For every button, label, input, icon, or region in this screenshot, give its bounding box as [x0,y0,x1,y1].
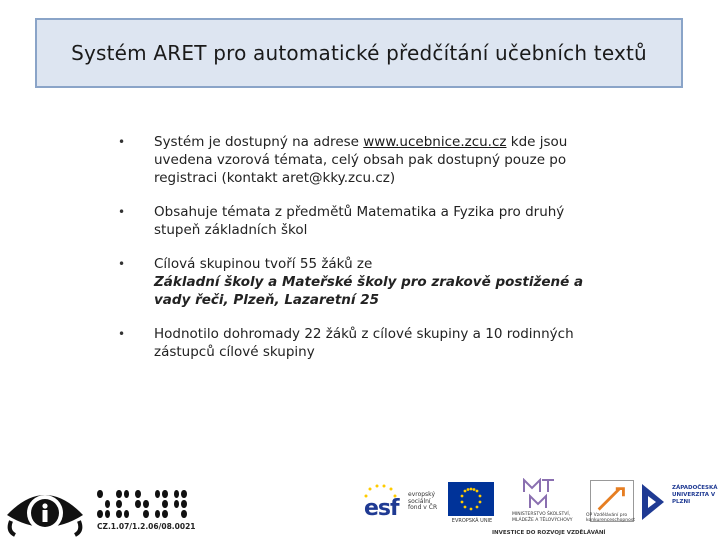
title-box [35,18,683,88]
bullet-item [118,325,588,361]
aret-eye-logo [5,477,85,537]
slide-title: Systém ARET pro automatické předčítání učebních textů [71,41,647,65]
bullet-dot: • [118,135,126,149]
esf-subtitle: evropský sociální fond v ČR [408,491,438,511]
esf-logo [362,480,442,524]
esf-text: esf [364,496,399,521]
bullet-text: Systém je dostupný na adrese [154,134,364,150]
bullet-text: Cílová skupinou tvoří 55 žáků ze [154,256,373,272]
website-link[interactable]: www.ucebnice.zcu.cz [363,134,507,150]
msmt-logo [512,478,582,528]
msmt-text: MINISTERSTVO ŠKOLSTVÍ, MLÁDEŽE A TĚLOVÝCHOVY [512,512,573,523]
bullet-text-cont: kde jsou uvedena vzorová témata, celý obsah pak dostupný pouze po registraci (kontakt aret@kky.zcu.cz) [154,134,568,186]
bullet-item [118,255,588,309]
zcu-logo [638,482,718,528]
bullet-dot: • [118,205,126,219]
op-text: OP Vzdělávání pro konkurenceschopnost [586,513,635,523]
bullet-item [118,203,588,239]
bullet-dot: • [118,327,126,341]
msmt-mark-icon [520,478,560,510]
footer-logos [0,470,720,540]
bullet-text: Hodnotilo dohromady 22 žáků z cílové skupiny a 10 rodinných zástupců cílové skupiny [154,326,574,360]
bullet-list [118,133,588,361]
zcu-text: ZÁPADOČESKÁ UNIVERZITA V PLZNI [672,485,718,505]
bullet-item [118,133,588,187]
eu-flag-icon [448,482,494,516]
bullet-dot: • [118,257,126,271]
bullet-text: Obsahuje témata z předmětů Matematika a Fyzika pro druhý stupeň základních škol [154,204,565,238]
zcu-mark-icon [638,482,668,522]
eu-label: EVROPSKÁ UNIE [451,518,493,524]
braille-aret-logo [97,490,187,518]
investice-text: INVESTICE DO ROZVOJE VZDĚLÁVÁNÍ [492,530,606,536]
school-name: Základní školy a Mateřské školy pro zrakově postižené a vady řeči, Plzeň, Lazaretní 25 [154,274,584,308]
project-code: CZ.1.07/1.2.06/08.0021 [97,522,196,531]
